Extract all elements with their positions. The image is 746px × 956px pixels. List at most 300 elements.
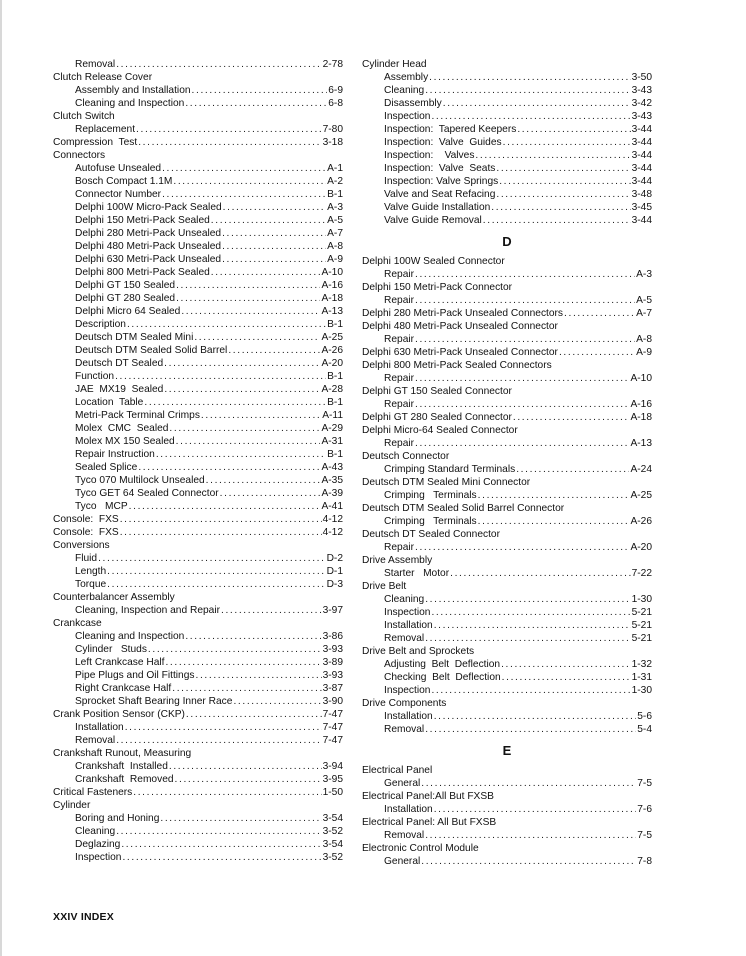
dot-leader [434,619,631,632]
index-subentry [362,149,652,162]
entry-page-number: 4-12 [322,527,343,538]
entry-label: Tyco GET 64 Sealed Connector [75,488,219,499]
index-entry [362,790,652,803]
entry-label: Crimping Terminals [384,490,477,501]
entry-label: Pipe Plugs and Oil Fittings [75,670,195,681]
dot-leader [415,268,635,281]
entry-label: Delphi 800 Metri-Pack Sealed [75,267,210,278]
index-subentry [53,734,343,747]
entry-label: Inspection: Valve Seats [384,163,496,174]
dot-leader [206,474,321,487]
entry-label: Delphi 480 Metri-Pack Unsealed Connector [362,321,558,332]
entry-label: Torque [75,579,107,590]
index-subentry [53,253,343,266]
index-section-letter: E [502,743,512,758]
index-subentry [53,552,343,565]
index-subentry [362,84,652,97]
index-subentry [53,370,343,383]
entry-page-number: 7-6 [637,804,652,815]
entry-page-number: 5-4 [637,724,652,735]
entry-page-number: 6-9 [328,85,343,96]
entry-page-number: A-7 [636,308,652,319]
entry-label: Valve Guide Installation [384,202,491,213]
dot-leader [127,318,326,331]
index-entry [362,346,652,359]
entry-page-number: A-9 [327,254,343,265]
index-subentry [362,333,652,346]
entry-label: Repair [384,438,415,449]
index-entry [362,697,652,710]
entry-label: Deutsch DTM Sealed Mini [75,332,194,343]
entry-label: Starter Motor [384,568,450,579]
entry-label: JAE MX19 Sealed [75,384,164,395]
entry-page-number: A-3 [327,202,343,213]
entry-label: Repair [384,295,415,306]
entry-label: Delphi 280 Metri-Pack Unsealed [75,228,222,239]
entry-label: Molex CMC Sealed [75,423,169,434]
entry-label: Cleaning [75,826,116,837]
entry-label: Tyco 070 Multilock Unsealed [75,475,205,486]
index-subentry [53,461,343,474]
entry-page-number: 3-54 [322,813,343,824]
index-entry [362,842,652,855]
entry-label: Removal [75,735,116,746]
dot-leader [165,656,321,669]
entry-page-number: 3-45 [631,202,652,213]
index-entry [53,71,343,84]
index-subentry [53,760,343,773]
entry-page-number: 5-21 [631,620,652,631]
entry-page-number: A-13 [630,438,652,449]
index-subentry [362,437,652,450]
index-subentry [53,825,343,838]
dot-leader [164,383,320,396]
entry-label: Delphi GT 280 Sealed [75,293,176,304]
dot-leader [144,396,326,409]
index-entry [53,747,343,760]
dot-leader [201,409,321,422]
entry-label: Repair [384,373,415,384]
dot-leader [116,58,321,71]
index-subentry [53,448,343,461]
entry-label: General [384,778,421,789]
entry-label: Function [75,371,115,382]
entry-label: Deutsch DTM Sealed Solid Barrel Connector [362,503,565,514]
dot-leader [122,851,321,864]
entry-label: Sprocket Shaft Bearing Inner Race [75,696,233,707]
entry-label: Inspection: Tapered Keepers [384,124,517,135]
entry-page-number: 3-87 [322,683,343,694]
index-subentry [53,58,343,71]
entry-label: Compression Test [53,137,138,148]
entry-label: Valve Guide Removal [384,215,482,226]
dot-leader [181,305,320,318]
entry-label: Left Crankcase Half [75,657,165,668]
dot-leader [162,188,326,201]
entry-label: Electronic Control Module [362,843,479,854]
entry-page-number: 3-86 [322,631,343,642]
dot-leader [431,606,630,619]
entry-label: Crankshaft Removed [75,774,174,785]
index-entry [362,424,652,437]
index-subentry [362,162,652,175]
dot-leader [98,552,325,565]
entry-label: Cylinder Head [362,59,427,70]
index-subentry [53,331,343,344]
index-subentry [362,294,652,307]
entry-page-number: 3-94 [322,761,343,772]
index-right-column [362,58,652,868]
index-subentry [362,372,652,385]
entry-label: Delphi 100W Micro-Pack Sealed [75,202,222,213]
dot-leader [415,372,629,385]
index-subentry [362,684,652,697]
dot-leader [501,658,631,671]
entry-label: Repair [384,334,415,345]
dot-leader [415,294,635,307]
index-entry [362,255,652,268]
dot-leader [415,398,629,411]
entry-page-number: A-24 [630,464,652,475]
entry-page-number: A-5 [327,215,343,226]
dot-leader [116,734,321,747]
entry-page-number: A-5 [636,295,652,306]
dot-leader [138,136,321,149]
entry-page-number: 3-44 [631,215,652,226]
entry-label: Drive Belt and Sprockets [362,646,475,657]
dot-leader [434,803,637,816]
dot-leader [429,71,630,84]
entry-label: Location Table [75,397,144,408]
entry-label: General [384,856,421,867]
index-subentry [53,682,343,695]
index-subentry [362,567,652,580]
index-subentry [53,565,343,578]
entry-label: Deutsch DTM Sealed Solid Barrel [75,345,228,356]
entry-label: Delphi GT 280 Sealed Connector [362,412,512,423]
index-entry [362,281,652,294]
entry-page-number: 7-47 [322,722,343,733]
entry-label: Delphi Micro 64 Sealed [75,306,181,317]
page-edge [0,0,2,956]
index-subentry [53,773,343,786]
index-entry [362,307,652,320]
index-subentry [53,474,343,487]
entry-label: Clutch Switch [53,111,115,122]
entry-page-number: 3-50 [631,72,652,83]
entry-label: Console: FXS [53,514,119,525]
entry-label: Inspection [384,607,431,618]
entry-page-number: 1-31 [631,672,652,683]
entry-label: Drive Components [362,698,447,709]
dot-leader [107,578,325,591]
entry-label: Console: FXS [53,527,119,538]
dot-leader [120,526,322,539]
dot-leader [148,643,322,656]
index-subentry [53,279,343,292]
index-subentry [53,487,343,500]
entry-page-number: A-16 [321,280,343,291]
dot-leader [195,669,321,682]
entry-page-number: A-10 [321,267,343,278]
dot-leader [499,175,630,188]
entry-label: Adjusting Belt Deflection [384,659,501,670]
dot-leader [415,437,629,450]
entry-label: Delphi 100W Sealed Connector [362,256,505,267]
dot-leader [496,162,630,175]
entry-page-number: 3-95 [322,774,343,785]
dot-leader [172,682,321,695]
entry-page-number: 3-43 [631,85,652,96]
dot-leader [478,489,630,502]
index-subentry [362,710,652,723]
dot-leader [186,708,322,721]
entry-label: Removal [75,59,116,70]
entry-page-number: 2-78 [322,59,343,70]
index-entry [362,580,652,593]
index-subentry [53,851,343,864]
entry-page-number: 6-8 [328,98,343,109]
dot-leader [169,422,320,435]
index-subentry [362,71,652,84]
entry-label: Cylinder [53,800,91,811]
dot-leader [415,541,629,554]
entry-label: Assembly [384,72,429,83]
entry-label: Sealed Splice [75,462,138,473]
entry-label: Replacement [75,124,136,135]
dot-leader [415,333,635,346]
entry-label: Removal [384,724,425,735]
index-subentry [362,593,652,606]
entry-page-number: 3-18 [322,137,343,148]
entry-label: Delphi Micro-64 Sealed Connector [362,425,518,436]
dot-leader [425,593,630,606]
index-entry [53,110,343,123]
index-subentry [53,162,343,175]
entry-label: Cylinder Studs [75,644,147,655]
dot-leader [483,214,631,227]
index-subentry [53,656,343,669]
entry-label: Installation [75,722,124,733]
entry-label: Conversions [53,540,110,551]
dot-leader [194,331,320,344]
dot-leader [121,838,321,851]
dot-leader [175,773,322,786]
entry-page-number: 3-90 [322,696,343,707]
entry-label: Length [75,566,107,577]
entry-label: Repair Instruction [75,449,155,460]
index-entry [362,645,652,658]
index-subentry [53,227,343,240]
entry-label: Deglazing [75,839,121,850]
index-entry [53,799,343,812]
entry-page-number: B-1 [327,371,343,382]
entry-label: Delphi GT 150 Sealed Connector [362,386,512,397]
index-subentry [362,855,652,868]
entry-page-number: 7-8 [637,856,652,867]
index-subentry [362,723,652,736]
dot-leader [115,370,326,383]
dot-leader [138,461,320,474]
index-subentry [53,188,343,201]
index-subentry [53,630,343,643]
dot-leader [176,279,320,292]
index-subentry [53,305,343,318]
index-subentry [53,500,343,513]
index-entry [362,816,652,829]
entry-label: Deutsch Connector [362,451,450,462]
dot-leader [223,201,326,214]
entry-page-number: 5-21 [631,633,652,644]
entry-page-number: A-2 [327,176,343,187]
entry-page-number: A-16 [630,399,652,410]
entry-label: Installation [384,620,433,631]
index-subentry [53,383,343,396]
dot-leader [222,240,326,253]
entry-label: Crankcase [53,618,102,629]
index-subentry [53,123,343,136]
dot-leader [192,84,328,97]
entry-label: Clutch Release Cover [53,72,153,83]
entry-page-number: D-1 [326,566,343,577]
entry-label: Crimping Standard Terminals [384,464,516,475]
entry-label: Delphi 280 Metri-Pack Unsealed Connectors [362,308,564,319]
entry-label: Inspection [384,685,431,696]
entry-label: Drive Assembly [362,555,433,566]
entry-label: Inspection [75,852,122,863]
index-subentry [362,136,652,149]
entry-label: Deutsch DT Sealed [75,358,164,369]
entry-page-number: 7-5 [637,830,652,841]
index-entry [362,385,652,398]
entry-page-number: 7-5 [637,778,652,789]
dot-leader [136,123,322,136]
index-subentry [362,632,652,645]
entry-page-number: A-26 [321,345,343,356]
index-subentry [53,578,343,591]
entry-page-number: 3-93 [322,670,343,681]
entry-page-number: A-20 [321,358,343,369]
dot-leader [211,214,326,227]
dot-leader [425,723,636,736]
entry-label: Connector Number [75,189,162,200]
dot-leader [156,448,326,461]
entry-page-number: B-1 [327,189,343,200]
entry-page-number: A-8 [636,334,652,345]
entry-page-number: A-28 [321,384,343,395]
index-subentry [362,619,652,632]
index-entry [362,411,652,424]
entry-label: Delphi 630 Metri-Pack Unsealed [75,254,222,265]
entry-label: Drive Belt [362,581,407,592]
entry-page-number: A-7 [327,228,343,239]
entry-label: Tyco MCP [75,501,128,512]
dot-leader [502,671,631,684]
dot-leader [559,346,635,359]
dot-leader [450,567,631,580]
index-entry [362,58,652,71]
index-subentry [53,435,343,448]
index-subentry [53,214,343,227]
index-subentry [362,201,652,214]
dot-leader [176,292,320,305]
index-subentry [362,188,652,201]
entry-page-number: A-26 [630,516,652,527]
index-subentry [362,829,652,842]
entry-page-number: A-20 [630,542,652,553]
dot-leader [496,188,630,201]
index-entry [53,617,343,630]
dot-leader [164,357,320,370]
index-subentry [53,643,343,656]
index-section-letter: D [502,234,512,249]
entry-page-number: A-39 [321,488,343,499]
entry-page-number: D-2 [326,553,343,564]
entry-label: Delphi 630 Metri-Pack Unsealed Connector [362,347,558,358]
index-subentry [362,175,652,188]
entry-page-number: A-25 [321,332,343,343]
entry-label: Assembly and Installation [75,85,191,96]
index-subentry [53,409,343,422]
dot-leader [491,201,630,214]
dot-leader [133,786,321,799]
entry-page-number: 3-54 [322,839,343,850]
entry-label: Electrical Panel [362,765,433,776]
entry-page-number: 7-47 [322,735,343,746]
entry-label: Delphi 150 Metri-Pack Sealed [75,215,210,226]
dot-leader [176,435,321,448]
index-entry [53,513,343,526]
dot-leader [211,266,321,279]
entry-label: Cleaning and Inspection [75,98,185,109]
index-subentry [53,396,343,409]
dot-leader [517,123,630,136]
entry-label: Inspection: Valve Springs [384,176,499,187]
index-entry [53,708,343,721]
index-left-column [53,58,343,864]
entry-page-number: 3-52 [322,826,343,837]
entry-page-number: A-31 [321,436,343,447]
index-subentry [53,266,343,279]
entry-label: Removal [384,633,425,644]
dot-leader [425,84,630,97]
entry-label: Crank Position Sensor (CKP) [53,709,185,720]
dot-leader [129,500,321,513]
entry-label: Valve and Seat Refacing [384,189,496,200]
entry-label: Cleaning, Inspection and Repair [75,605,220,616]
entry-page-number: 3-48 [631,189,652,200]
entry-label: Bosch Compact 1.1M [75,176,173,187]
dot-leader [221,604,322,617]
index-entry [362,320,652,333]
entry-page-number: A-8 [327,241,343,252]
index-subentry [362,214,652,227]
entry-label: Description [75,319,126,330]
index-subentry [53,695,343,708]
dot-leader [503,136,631,149]
entry-page-number: 7-47 [322,709,343,720]
entry-label: Inspection: Valve Guides [384,137,502,148]
index-subentry [53,838,343,851]
entry-page-number: 3-89 [322,657,343,668]
entry-label: Repair [384,542,415,553]
entry-page-number: 3-97 [322,605,343,616]
entry-page-number: 1-50 [322,787,343,798]
entry-label: Repair [384,399,415,410]
entry-page-number: 5-21 [631,607,652,618]
entry-page-number: 3-44 [631,150,652,161]
entry-page-number: A-29 [321,423,343,434]
